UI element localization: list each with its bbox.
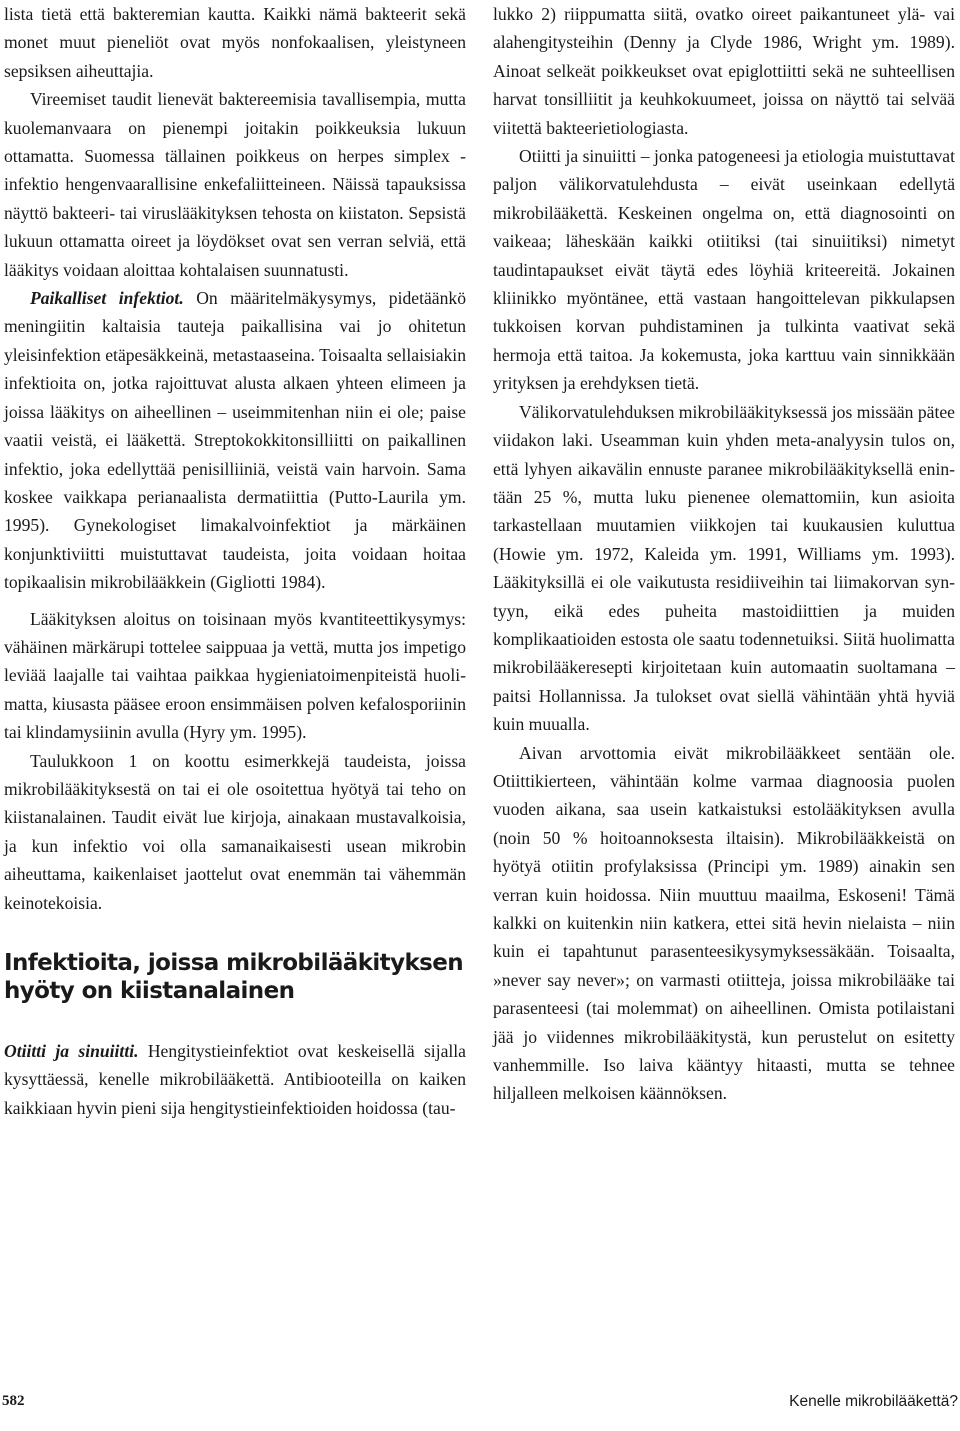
paragraph: Taulukkoon 1 on koottu esimerkkejä taudeista, joissa mikrobilääkityksestä on tai ei ole osoitettua hyötyä tai teho on kiistanalainen. Taudit eivät lue kirjoja, ainakaan mustavalkoisia, ja kun infektio voi olla samanaikaisesti usean mikrobin aiheuttama, kaikenlaiset jaottelut ovat enemmän tai vähemmän keinotekoisia. — [4, 750, 466, 913]
paragraph: Vireemiset taudit lienevät baktereemisia tavallisempia, mutta kuolemanvaara on pienempi joitakin poikkeuksia lukuun ottamatta. Suomessa tällainen poikkeus on herpes simplex -infektio hengenvaarallisine enkefaliitteineen. Näissä tapauksissa näyttö bakteeri- tai viruslääkityksen tehosta on kiistaton. Sepsistä lukuun ottamatta oireet ja löydökset ovat sen verran selviä, että lääkitys voidaan aloittaa kohtalaisen suunnatusti. — [4, 89, 466, 280]
paragraph: Lääkityksen aloitus on toisinaan myös kvantiteettikysymys: vähäinen märkärupi tottelee saippuaa ja vettä, mutta jos impetigo leviää laajalle tai vaihtaa paikkaa hygieniatoimenpiteistä huolimatta, kiusasta pääsee eroon ensimmäisen polven kefalosporiinin tai klindamysiinin avulla (Hyry ym. 1995). — [4, 608, 466, 743]
spacer — [4, 1005, 466, 1037]
paragraph — [4, 1037, 466, 1122]
paragraph: Välikorvatulehduksen mikrobilääkityksessä jos missään pätee viidakon laki. Useamman kuin yhden meta-analyysin tulos on, että lyhyen aikavälin ennuste paranee mikrobilääkityksellä enintään 25 %, mutta luku pienenee olemattomiin, kun asioita tarkastellaan muutamien viikkojen tai kuukausien kuluttua (Howie ym. 1972, Kaleida ym. 1991, Williams ym. 1993). Lääkityksillä ei ole vaikutusta residiiveihin tai liimakorvan syntyyn, eikä edes puheita mastoidiittien ja muiden komplikaatioiden estosta ole saatu todennetuiksi. Siitä huolimatta mikrobilääkeresepti kirjoitetaan kuin automaatin suoltamana – paitsi Hollannissa. Ja tulokset ovat siellä vähintään yhtä hyviä kuin muualla. — [493, 401, 955, 735]
paragraph: lista tietä että bakteremian kautta. Kaikki nämä bakteerit sekä monet muut pieneliöt ovat myös nonfokaalisen, yleistyneen sepsiksen aiheuttajia. — [4, 4, 466, 81]
paragraph-text: Hengitystieinfektiot ovat keskeisellä sijalla kysyttäessä, kenelle mikrobilääkettä. Antibiooteilla on kaiken kaikkiaan hyvin pieni sija hengitystieinfektioiden hoidossa (tau- — [4, 1041, 466, 1118]
run-in-heading: Otiitti ja sinuiitti. — [4, 1041, 139, 1061]
paragraph — [4, 284, 466, 596]
spacer — [4, 597, 466, 605]
run-in-heading: Paikalliset infektiot. — [30, 288, 184, 309]
section-heading: Infektioita, joissa mikrobilääkityksen hyöty on kiistanalainen — [4, 950, 464, 1004]
running-title: Kenelle mikrobilääkettä? — [789, 1393, 958, 1410]
page-footer — [0, 1393, 960, 1423]
paragraph-text: On määritelmäkysymys, pidetäänkö meningiitin kaltaisia tauteja paikallisina vai jo ohitetun yleisinfektion etäpesäkkeinä, metastaaseina. Toisaalta sellaisiakin infektioita on, jotka rajoittuvat alusta alkaen yhteen elimeen ja joissa lääkitys on aiheellinen – useimmitenhan niin ei ole; paise vaatii veistä, ei lääkettä. Streptokokkitonsilliitti on paikallinen infektio, joka edellyttää penisilliiniä, veistä vain harvoin. Sama koskee vaikkapa perianaalista dermatiittia (Putto-Laurila ym. 1995). Gynekologiset limakalvoinfektiot ja märkäinen konjunktiviitti muistuttavat taudeista, joita voidaan hoitaa topikaalisin mikrobilääkkein (Gigliotti 1984). — [4, 288, 466, 593]
left-column — [4, 0, 466, 1122]
right-column — [493, 0, 955, 1108]
paragraph: lukko 2) riippumatta siitä, ovatko oireet paikantuneet ylä- vai alahengitysteihin (Denny ja Clyde 1986, Wright ym. 1989). Ainoat selkeät poikkeukset ovat epiglottiitti sekä ne suhteellisen harvat tonsilliitit ja keuhkokuumeet, joissa on näyttö tai selvää viitettä bakteerietiologiasta. — [493, 4, 955, 138]
paragraph: Otiitti ja sinuiitti – jonka patogeneesi ja etiologia muistuttavat paljon välikorvatulehdusta – eivät useinkaan edellytä mikrobilääkettä. Keskeinen ongelma on, että diagnosointi on vaikeaa; läheskään kaikki otiitiksi (tai sinuiitiksi) nimetyt taudintapaukset eivät täytä edes löyhiä kriteereitä. Jokainen kliinikko myöntänee, että vastaan hangoittelevan pikkulapsen tukkoisen korvan puhdistaminen ja tulkinta vaativat sekä hermoja että taitoa. Ja kokemusta, joka karttuu vain sinnikkään yrityksen ja erehdyksen tietä. — [493, 146, 955, 394]
paragraph: Aivan arvottomia eivät mikrobilääkkeet sentään ole. Otiittikierteen, vähintään kolme varmaa diagnoosia puolen vuoden aikana, saa usein katkaistuksi estolääkityksen avulla (noin 50 % hoitoannoksesta iltaisin). Mikrobilääkkeistä on hyötyä otiitin profylaksissa (Principi ym. 1989) ainakin sen verran kuin hoidossa. Niin muuttuu maailma, Eskoseni! Tämä kalkki on kuitenkin niin katkera, ettei sitä hevin nielaista – niin kuin ei tapahtunut parasenteesikysymyksessäkään. Toisaalta, »never say never»; on varmasti otiitteja, joissa mikrobilääke tai parasenteesi (tai molemmat) on aiheellinen. Omista potilaistani jää jo viidennes mikrobilääkitystä, kun perustelut on esitetty vanhemmille. Iso laiva kääntyy hitaasti, mutta se tehnee hiljalleen melkoisen käännöksen. — [493, 742, 955, 1104]
spacer — [4, 917, 466, 949]
page-number: 582 — [2, 1393, 25, 1409]
